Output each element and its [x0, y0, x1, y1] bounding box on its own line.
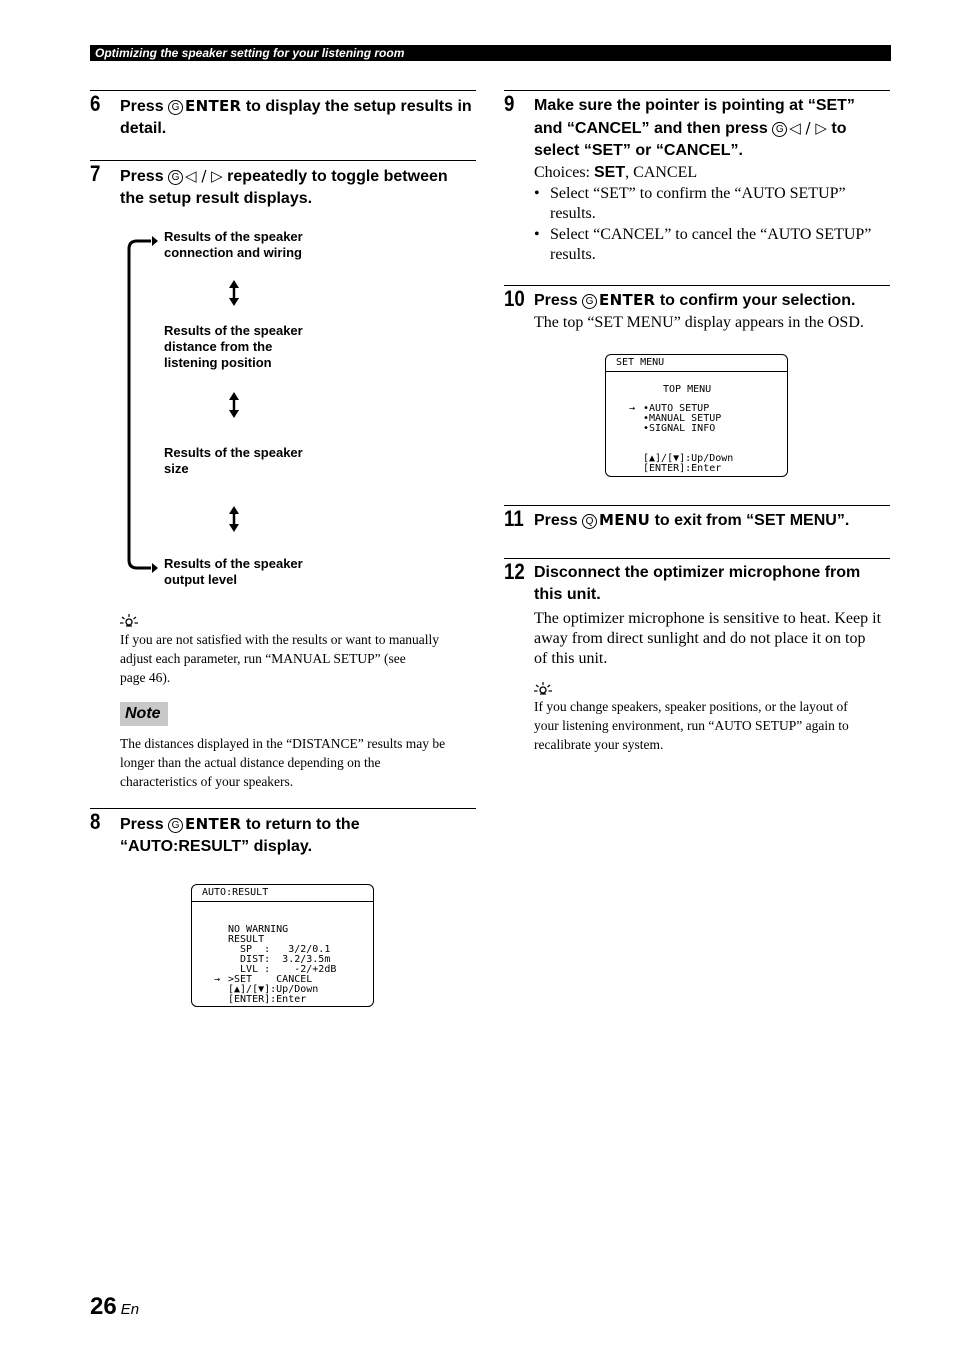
- note-label: Note: [125, 705, 161, 722]
- body-line: The optimizer microphone is sensitive to heat. Keep it: [534, 610, 882, 627]
- step-12-heading: [534, 562, 890, 606]
- flow-item-level: [164, 556, 303, 588]
- osd-line: >SET CANCEL: [228, 974, 313, 985]
- page-number: 26: [90, 1293, 117, 1320]
- language-code: En: [120, 1301, 140, 1318]
- osd-title: AUTO:RESULT: [202, 887, 269, 898]
- osd-line: NO WARNING: [228, 924, 289, 935]
- enter-key-label: ENTER: [185, 97, 242, 115]
- tip-line: your listening environment, run “AUTO SETUP” again to: [534, 718, 849, 733]
- flow-line: connection and wiring: [164, 245, 302, 260]
- tip-lightbulb-icon: [120, 613, 138, 627]
- step-12-body: [534, 609, 894, 669]
- osd-footer-line: [▲]/[▼]:Up/Down: [643, 453, 734, 464]
- osd-heading: TOP MENU: [663, 384, 712, 395]
- step-8-text: to return to the “AUTO:RESULT” display.: [120, 816, 360, 855]
- flow-line: Results of the speaker: [164, 556, 303, 571]
- flow-item-distance: [164, 323, 303, 371]
- remote-key-g-icon: G: [168, 100, 183, 115]
- bullet-line: results.: [550, 246, 596, 263]
- remote-key-g-icon: G: [772, 122, 787, 137]
- note-text: [120, 734, 480, 791]
- step-8-number: 8: [90, 809, 101, 834]
- enter-key-label: ENTER: [599, 291, 656, 309]
- step-9-heading: [534, 95, 890, 162]
- step-10-body: The top “SET MENU” display appears in the OSD.: [534, 314, 864, 331]
- osd-pointer-icon: →: [214, 974, 221, 985]
- bullet-line: Select “CANCEL” to cancel the “AUTO SETUP”: [550, 226, 872, 243]
- osd-footer-line: [ENTER]:Enter: [643, 463, 722, 474]
- osd-title-bar: [606, 355, 787, 372]
- osd-line: RESULT: [228, 934, 265, 945]
- step-10-number: 10: [504, 286, 525, 311]
- bullet-cancel: [550, 225, 890, 265]
- tip-lightbulb-icon: [534, 681, 552, 695]
- bullet-icon: •: [534, 185, 540, 202]
- page-footer: [90, 1293, 139, 1321]
- step-6-heading: [120, 95, 476, 140]
- cycle-loop-arrow-icon: [118, 232, 158, 577]
- step-12-rule: [504, 558, 890, 559]
- flow-line: Results of the speaker: [164, 445, 303, 460]
- left-right-arrow-icon: ◁ / ▷: [789, 119, 827, 137]
- tip-text-manual-setup: [120, 630, 480, 687]
- step-12-line: Disconnect the optimizer microphone from: [534, 564, 861, 581]
- section-header-title: Optimizing the speaker setting for your listening room: [95, 46, 405, 60]
- step-12-number: 12: [504, 559, 525, 584]
- osd-line: DIST: 3.2/3.5m: [228, 954, 331, 965]
- osd-menu-item: •SIGNAL INFO: [643, 423, 716, 434]
- flow-item-connection: [164, 229, 303, 261]
- osd-line: SP : 3/2/0.1: [228, 944, 331, 955]
- choice-cancel: , CANCEL: [625, 164, 698, 181]
- step-9-line: select “SET” or “CANCEL”.: [534, 142, 743, 159]
- tip-line: adjust each parameter, run “MANUAL SETUP” (see: [120, 651, 406, 666]
- up-down-arrow-icon: [227, 280, 241, 306]
- body-line: of this unit.: [534, 650, 608, 667]
- osd-line: [ENTER]:Enter: [228, 994, 307, 1005]
- bullet-icon: •: [534, 226, 540, 243]
- note-label-box: [120, 702, 168, 726]
- flow-item-size: [164, 445, 303, 477]
- osd-auto-result-screen: [191, 884, 374, 1007]
- enter-key-label: ENTER: [185, 815, 242, 833]
- osd-pointer-icon: →: [629, 403, 636, 414]
- osd-menu-item: •MANUAL SETUP: [643, 413, 722, 424]
- flow-line: distance from the: [164, 339, 273, 354]
- step-6-rule: [90, 90, 476, 91]
- flow-line: listening position: [164, 355, 272, 370]
- note-line: The distances displayed in the “DISTANCE” results may be: [120, 736, 446, 751]
- step-7-rule: [90, 160, 476, 161]
- bullet-set: [550, 184, 890, 224]
- step-11-rule: [504, 505, 890, 506]
- remote-key-g-icon: G: [582, 294, 597, 309]
- flow-line: Results of the speaker: [164, 229, 303, 244]
- step-9-number: 9: [504, 91, 515, 116]
- bullet-line: Select “SET” to confirm the “AUTO SETUP”: [550, 185, 846, 202]
- flow-line: size: [164, 461, 189, 476]
- choices-line: [534, 163, 697, 183]
- step-8-heading: [120, 813, 420, 858]
- step-6-text: to display the setup results in detail.: [120, 98, 472, 137]
- step-9-line: Make sure the pointer is pointing at “SET”: [534, 97, 855, 114]
- osd-title: SET MENU: [616, 357, 665, 368]
- step-7-text: repeatedly to toggle between the setup result displays.: [120, 168, 448, 207]
- step-11-heading: [534, 509, 890, 532]
- remote-key-g-icon: G: [168, 170, 183, 185]
- press-word: Press: [120, 168, 169, 185]
- menu-key-label: MENU: [599, 511, 651, 529]
- press-word: Press: [534, 292, 583, 309]
- osd-menu-item: •AUTO SETUP: [643, 403, 710, 414]
- tip-line: If you change speakers, speaker positions, or the layout of: [534, 699, 848, 714]
- remote-key-q-icon: Q: [582, 514, 597, 529]
- step-12-line: this unit.: [534, 586, 601, 603]
- step-10-heading: [534, 289, 890, 312]
- left-right-arrow-icon: ◁ / ▷: [185, 167, 223, 185]
- remote-key-g-icon: G: [168, 818, 183, 833]
- step-9-text: to: [826, 120, 847, 137]
- step-11-number: 11: [504, 506, 524, 531]
- tip-line: page 46).: [120, 670, 171, 685]
- press-word: Press: [534, 512, 583, 529]
- bullet-line: results.: [550, 205, 596, 222]
- step-9-text: and “CANCEL” and then press: [534, 120, 773, 137]
- step-11-text: to exit from “SET MENU”.: [650, 512, 850, 529]
- tip-text-auto-setup: [534, 697, 894, 754]
- up-down-arrow-icon: [227, 392, 241, 418]
- choice-set: SET: [594, 164, 626, 181]
- osd-set-menu-screen: [605, 354, 788, 477]
- step-10-text: to confirm your selection.: [655, 292, 856, 309]
- note-line: characteristics of your speakers.: [120, 774, 294, 789]
- flow-line: Results of the speaker: [164, 323, 303, 338]
- osd-line: LVL : -2/+2dB: [228, 964, 337, 975]
- flow-line: output level: [164, 572, 237, 587]
- step-7-number: 7: [90, 161, 101, 186]
- section-header-bar: [90, 45, 891, 61]
- tip-line: recalibrate your system.: [534, 737, 664, 752]
- press-word: Press: [120, 816, 169, 833]
- choices-label: Choices:: [534, 164, 594, 181]
- step-7-heading: [120, 165, 476, 210]
- step-9-rule: [504, 90, 890, 91]
- osd-line: [▲]/[▼]:Up/Down: [228, 984, 319, 995]
- press-word: Press: [120, 98, 169, 115]
- step-10-rule: [504, 285, 890, 286]
- step-8-rule: [90, 808, 476, 809]
- step-6-number: 6: [90, 91, 101, 116]
- body-line: away from direct sunlight and do not place it on top: [534, 630, 866, 647]
- osd-title-bar: [192, 885, 373, 902]
- up-down-arrow-icon: [227, 506, 241, 532]
- tip-line: If you are not satisfied with the results or want to manually: [120, 632, 440, 647]
- note-line: longer than the actual distance depending on the: [120, 755, 381, 770]
- step-9-line: [534, 117, 890, 140]
